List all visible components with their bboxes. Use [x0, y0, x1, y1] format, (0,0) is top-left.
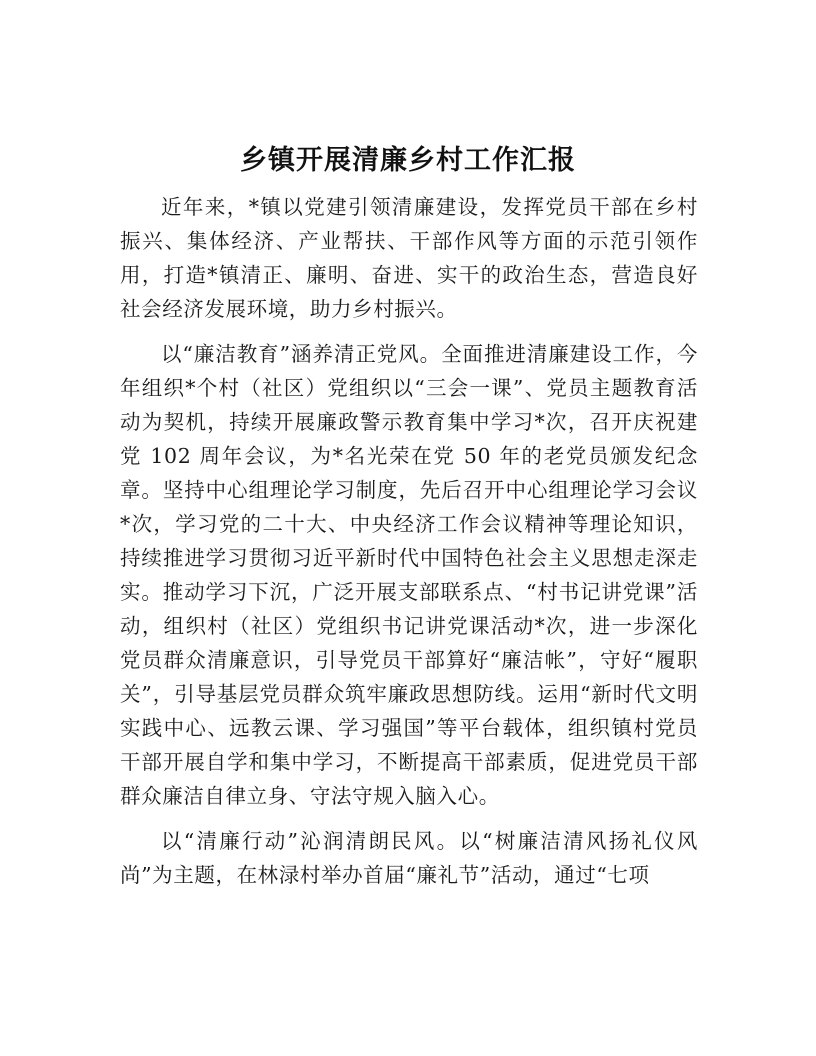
paragraph-intro: 近年来，*镇以党建引领清廉建设，发挥党员干部在乡村振兴、集体经济、产业帮扶、干部作风等方面的示范引领作用，打造*镇清正、廉明、奋进、实干的政治生态，营造良好社会经济发展环境，助力乡村振兴。 [120, 195, 698, 321]
paragraph-integrity-education: 以“廉洁教育”涵养清正党风。全面推进清廉建设工作，今年组织*个村（社区）党组织以“三会一课”、党员主题教育活动为契机，持续开展廉政警示教育集中学习*次，召开庆祝建党 102 周年会议，为*名光荣在党 50 年的老党员颁发纪念章。坚持中心组理论学习制度，先后召开中心组理论学习会议*次，学习党的二十大、中央经济工作会议精神等理论知识，持续推进学习贯彻习近平新时代中国特色社会主义思想走深走实。推动学习下沉，广泛开展支部联系点、“村书记讲党课”活动，组织村（社区）党组织书记讲党课活动*次，进一步深化党员群众清廉意识，引导党员干部算好“廉洁帐”，守好“履职关”，引导基层党员群众筑牢廉政思想防线。运用“新时代文明实践中心、远教云课、学习强国”等平台载体，组织镇村党员干部开展自学和集中学习，不断提高干部素质，促进党员干部群众廉洁自律立身、守法守规入脑入心。 [120, 342, 698, 808]
document-title: 乡镇开展清廉乡村工作汇报 [240, 145, 576, 176]
paragraph-integrity-action: 以“清廉行动”沁润清朗民风。以“树廉洁清风扬礼仪风尚”为主题，在林渌村举办首届“廉礼节”活动，通过“七项 [120, 829, 698, 887]
document-body [120, 190, 698, 903]
